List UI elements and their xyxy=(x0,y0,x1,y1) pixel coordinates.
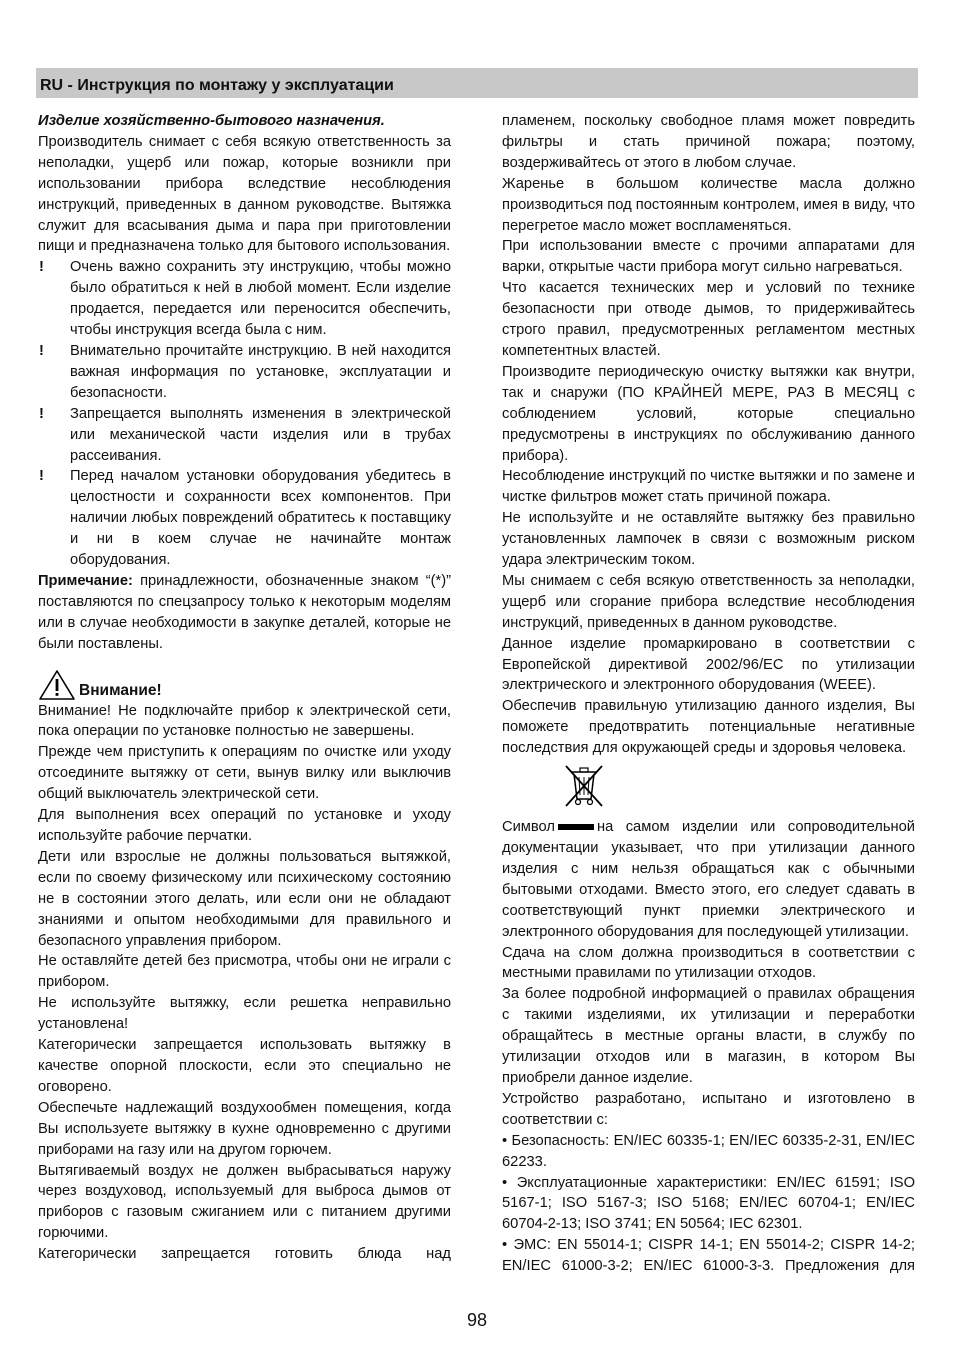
body-paragraph: Что касается технических мер и условий по технике безопасности при отводе дымов, то придерживайтесь строго правил, предусмотренных регламентом местных компетентных властей. xyxy=(502,280,915,359)
note-label: Примечание: xyxy=(38,572,133,589)
standards-item: • ЭМС: EN 55014-1; CISPR 14-1; EN 55014-2; CISPR 14-2; EN/IEC 61000-3-2; EN/IEC 61000-3-3. Предложения для xyxy=(502,1237,915,1275)
right-column xyxy=(502,111,915,1277)
warning-item xyxy=(38,466,451,571)
continued-paragraph: Категорически запрещается готовить блюда над xyxy=(38,1246,451,1263)
attention-paragraph: Не оставляйте детей без присмотра, чтобы они не играли с прибором. xyxy=(38,953,451,991)
body-paragraph: Устройство разработано, испытано и изготовлено в соответствии с: xyxy=(502,1090,915,1128)
attention-title: Внимание! xyxy=(79,681,162,699)
note-paragraph xyxy=(38,571,451,655)
warning-bullet: ! xyxy=(39,259,44,276)
symbol-text: на самом изделии или сопроводительной документации указывает, что при утилизации данного изделия с ним нельзя обращаться как с обычными бытовыми отходами. Вместо этого, его следует сдавать в соответствующий пункт приемки электрического и электронного оборудования для последующей утилизации. xyxy=(502,819,915,940)
body-paragraph: Жаренье в большом количестве масла должно производиться под постоянным контролем, имея в виду, что перегретое масло может воспламеняться. xyxy=(502,175,915,234)
attention-paragraph: Не используйте вытяжку, если решетка неправильно установлена! xyxy=(38,995,451,1033)
warning-item xyxy=(38,257,451,341)
section-title: RU - Инструкция по монтажу у эксплуатации xyxy=(40,77,394,94)
body-paragraph: пламенем, поскольку свободное пламя может повредить фильтры и стать причиной пожара; поэтому, воздерживайтесь от этого в любом случае. xyxy=(502,113,915,171)
body-paragraph: Данное изделие промаркировано в соответствии с Европейской директивой 2002/96/EC по утилизации электрического и электронного оборудования (WEEE). xyxy=(502,635,915,694)
note-text: принадлежности, обозначенные знаком “(*)” поставляются по спецзапросу только к некоторым моделям или в случае необходимости в закупке деталей, которые не были поставлены. xyxy=(38,572,451,652)
attention-paragraph: Вытягиваемый воздух не должен выбрасываться наружу через воздуховод, используемый для выброса дымов от приборов с газовым сжиганием или с питанием другими горючими. xyxy=(38,1162,451,1242)
page-number: 98 xyxy=(466,1310,488,1330)
attention-paragraph: Категорически запрещается использовать вытяжку в качестве опорной плоскости, если это специально не оговорено. xyxy=(38,1037,451,1095)
body-paragraph: Не используйте и не оставляйте вытяжку без правильно установленных лампочек в связи с возможным риском удара электрическим током. xyxy=(502,510,915,569)
intro-title: Изделие хозяйственно-бытового назначения. xyxy=(38,113,385,129)
symbol-word: Символ xyxy=(502,819,555,836)
weee-symbol xyxy=(563,759,915,813)
section-header xyxy=(36,68,918,98)
symbol-paragraph xyxy=(502,817,915,942)
body-paragraph: За более подробной информацией о правилах обращения с такими изделиями, их утилизации и переработки обращайтесь в местные органы власти, в службу по утилизации отходов или в магазин, в котором Вы приобрели данное изделие. xyxy=(502,986,915,1086)
body-paragraph: Сдача на слом должна производиться в соответствии с местными правилами по утилизации отходов. xyxy=(502,944,915,982)
warning-text: Запрещается выполнять изменения в электрической или механической части изделия или в трубах рассеивания. xyxy=(70,405,451,464)
black-bar-symbol xyxy=(558,824,594,830)
attention-heading xyxy=(38,671,451,701)
warning-item xyxy=(38,404,451,467)
warning-text: Перед началом установки оборудования убедитесь в целостности и сохранности всех компонентов. При наличии любых повреждений обратитесь к поставщику и ни в коем случае не начинайте монтаж оборудования. xyxy=(70,468,451,569)
warning-item xyxy=(38,341,451,404)
body-paragraph: Мы снимаем с себя всякую ответственность за неполадки, ущерб или сгорание прибора вследствие несоблюдения инструкций, приведенных в данном руководстве. xyxy=(502,572,915,631)
attention-paragraph: Дети или взрослые не должны пользоваться вытяжкой, если по своему физическому или психическому состоянию не в состоянии этого делать, или если они не обладают знаниями и опытом необходимыми для правильного и безопасного управления прибором. xyxy=(38,848,451,949)
warning-text: Внимательно прочитайте инструкцию. В ней находится важная информация по установке, эксплуатации и безопасности. xyxy=(70,342,451,401)
warning-bullet: ! xyxy=(39,342,44,359)
body-paragraph: При использовании вместе с прочими аппаратами для варки, открытые части прибора могут сильно нагреваться. xyxy=(502,238,915,276)
attention-paragraph: Для выполнения всех операций по установке и уходу используйте рабочие перчатки. xyxy=(38,807,451,844)
standards-item: • Эксплуатационные характеристики: EN/IEC 61591; ISO 5167-1; ISO 5167-3; ISO 5168; EN/IEC 60704-1; EN/IEC 60704-2-13; ISO 3741; EN 50564; IEC 62301. xyxy=(502,1174,915,1233)
warning-triangle-icon xyxy=(38,669,76,701)
attention-paragraph: Обеспечьте надлежащий воздухообмен помещения, когда Вы используете вытяжку в кухне одновременно с другими приборами на газу или на другом горючем. xyxy=(38,1099,451,1158)
crossed-out-wheelie-bin-icon xyxy=(563,763,605,809)
body-paragraph: Обеспечив правильную утилизацию данного изделия, Вы поможете предотвратить потенциальные негативные последствия для окружающей среды и здоровья человека. xyxy=(502,698,915,757)
standards-item: • Безопасность: EN/IEC 60335-1; EN/IEC 60335-2-31, EN/IEC 62233. xyxy=(502,1132,915,1170)
attention-paragraph: Прежде чем приступить к операциям по очистке или уходу отсоедините вытяжку от сети, вынув вилку или выключив общий выключатель электрической сети. xyxy=(38,744,451,803)
attention-paragraph: Внимание! Не подключайте прибор к электрической сети, пока операции по установке полностью не завершены. xyxy=(38,702,451,740)
warning-bullet: ! xyxy=(39,468,44,485)
warning-text: Очень важно сохранить эту инструкцию, чтобы можно было обратиться к ней в любой момент. Если изделие продается, передается или переносится обеспечить, чтобы инструкция всегда была с ним. xyxy=(70,259,451,339)
body-paragraph: Производите периодическую очистку вытяжки как внутри, так и снаружи (ПО КРАЙНЕЙ МЕРЕ, РАЗ В МЕСЯЦ с соблюдением условий, которые специально предусмотрены в инструкциях по обслуживанию данного прибора). xyxy=(502,363,915,464)
body-paragraph: Несоблюдение инструкций по чистке вытяжки и по замене и чистке фильтров может стать причиной пожара. xyxy=(502,468,915,506)
left-column xyxy=(38,111,451,1265)
warning-bullet: ! xyxy=(39,405,44,422)
intro-text: Производитель снимает с себя всякую ответственность за неполадки, ущерб или пожар, которые возникли при использовании прибора вследствие несоблюдения инструкций, приведенных в данном руководстве. Вытяжка служит для всасывания дыма и пара при приготовлении пищи и предназначена только для бытового использования. xyxy=(38,133,451,255)
